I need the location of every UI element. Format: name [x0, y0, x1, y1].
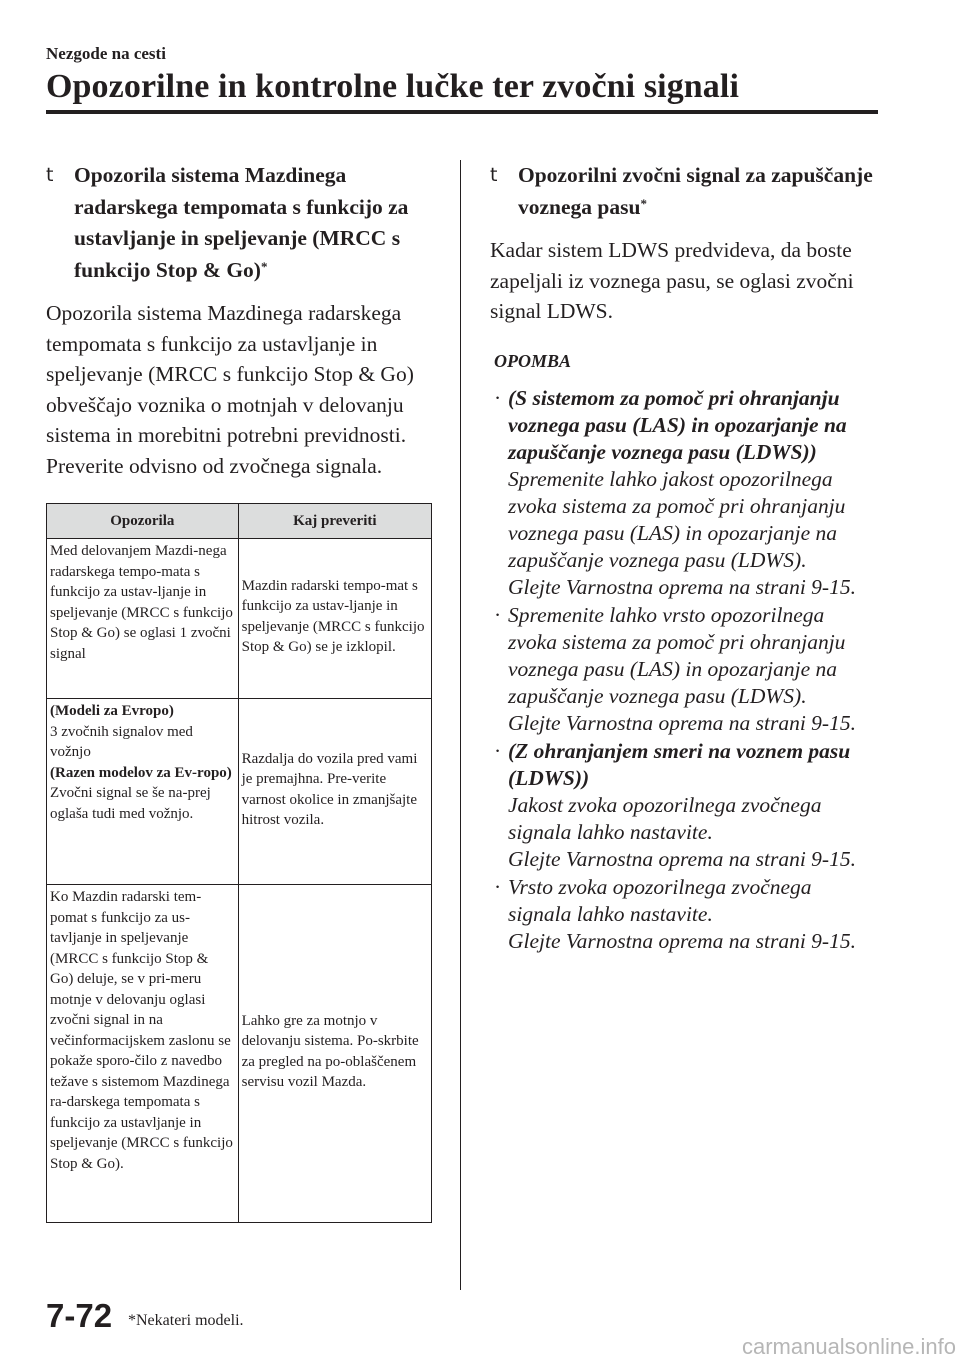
- page-number: 7-72: [46, 1297, 113, 1334]
- mrcc-heading-text: Opozorila sistema Mazdinega radarskega tempomata s funkcijo za ustavljanje in speljevanje (MRCC s funkcijo Stop & Go): [74, 163, 409, 282]
- asterisk-sup: *: [640, 195, 647, 211]
- non-europe-models-label: (Razen modelov za Ev-ropo): [50, 764, 232, 781]
- note-reference: Glejte Varnostna oprema na strani 9-15.: [508, 710, 856, 735]
- column-divider: [460, 160, 461, 1290]
- asterisk-sup: *: [260, 258, 268, 274]
- page-header: [46, 44, 878, 108]
- table-cell: Med delovanjem Mazdi-nega radarskega tempo-mata s funkcijo za ustav-ljanje in speljevanje (MRCC s funkcijo Stop & Go) se oglasi 1 zvočni signal: [47, 539, 239, 699]
- table-cell: [47, 699, 239, 885]
- europe-models-label: (Modeli za Evropo): [50, 703, 174, 719]
- note-label: OPOMBA: [494, 350, 572, 371]
- table-header-row: [47, 504, 432, 539]
- right-column: [490, 160, 876, 956]
- list-item: [490, 874, 876, 955]
- col-header-check: Kaj preveriti: [238, 504, 431, 539]
- table-cell: Ko Mazdin radarski tem-pomat s funkcijo za us-tavljanje in speljevanje (MRCC s funkcijo Stop & Go) deluje, se v pri-meru motnje v delovanju oglasi zvočni signal in na večinformacijskem zaslonu se pokaže sporo-čilo z navedbo težave s sistemom Mazdinega ra-darskega tempomata s funkcijo za ustavljanje in speljevanje (MRCC s funkcijo Stop & Go).: [47, 885, 239, 1223]
- note-list: [490, 385, 876, 955]
- bullet-icon: ·: [494, 602, 502, 627]
- section-marker-icon: t: [46, 164, 54, 186]
- list-item: [490, 602, 876, 737]
- col-header-warnings: Opozorila: [47, 504, 239, 539]
- bullet-icon: ·: [494, 874, 502, 899]
- note-text: Spremenite lahko vrsto opozorilnega zvoka sistema za pomoč pri ohranjanju voznega pasu (LAS) in opozarjanje na zapuščanje voznega pasu (LDWS).: [508, 602, 846, 708]
- footnote: *Nekateri modeli.: [128, 1312, 244, 1329]
- table-cell: Razdalja do vozila pred vami je premajhna. Pre-verite varnost okolice in zmanjšajte hitrost vozila.: [238, 699, 431, 885]
- note-condition: (Z ohranjanjem smeri na voznem pasu (LDWS)): [508, 738, 851, 790]
- bullet-icon: ·: [494, 738, 502, 763]
- non-europe-models-text: Zvočni signal se še na-prej oglaša tudi med vožnjo.: [50, 785, 211, 822]
- table-cell: Mazdin radarski tempo-mat s funkcijo za ustav-ljanje in speljevanje (MRCC s funkcijo Stop & Go) se je izklopil.: [238, 539, 431, 699]
- note-text: Vrsto zvoka opozorilnega zvočnega signala lahko nastavite.: [508, 874, 812, 926]
- bullet-icon: ·: [494, 385, 502, 410]
- table-cell: Lahko gre za motnjo v delovanju sistema. Po-skrbite za pregled na po-oblaščenem servisu vozil Mazda.: [238, 885, 431, 1223]
- ldws-intro-text: Kadar sistem LDWS predvideva, da boste zapeljali iz voznega pasu, se oglasi zvočni signal LDWS.: [490, 238, 854, 323]
- warnings-table: [46, 503, 432, 1223]
- watermark: carmanualsonline.info: [741, 1334, 956, 1359]
- note-reference: Glejte Varnostna oprema na strani 9-15.: [508, 574, 856, 599]
- mrcc-intro-text: Opozorila sistema Mazdinega radarskega tempomata s funkcijo za ustavljanje in speljevanje (MRCC s funkcijo Stop & Go) obveščajo voznika o motnjah v delovanju sistema in morebitni potrebni previdnosti. Preverite odvisno od zvočnega signala.: [46, 301, 414, 478]
- list-item: [490, 738, 876, 873]
- note-text: Spremenite lahko jakost opozorilnega zvoka sistema za pomoč pri ohranjanju voznega pasu (LAS) in opozarjanje na zapuščanje voznega pasu (LDWS).: [508, 466, 846, 572]
- table-row: [47, 885, 432, 1223]
- note-text: Jakost zvoka opozorilnega zvočnega signala lahko nastavite.: [508, 792, 822, 844]
- chapter-title: Opozorilne in kontrolne lučke ter zvočni signali: [46, 68, 740, 105]
- section-label: Nezgode na cesti: [46, 44, 166, 63]
- note-reference: Glejte Varnostna oprema na strani 9-15.: [508, 928, 856, 953]
- europe-models-text: 3 zvočnih signalov med vožnjo: [50, 723, 193, 760]
- note-reference: Glejte Varnostna oprema na strani 9-15.: [508, 846, 856, 871]
- table-row: [47, 539, 432, 699]
- note-condition: (S sistemom za pomoč pri ohranjanju voznega pasu (LAS) in opozarjanje na zapuščanje voznega pasu (LDWS)): [508, 385, 847, 464]
- ldws-heading: [490, 160, 876, 223]
- mrcc-warnings-heading: [46, 160, 432, 286]
- left-column: [46, 160, 432, 1223]
- list-item: [490, 385, 876, 601]
- header-rule: [46, 110, 878, 114]
- section-marker-icon: t: [490, 164, 498, 186]
- table-row: [47, 699, 432, 885]
- ldws-heading-text: Opozorilni zvočni signal za zapuščanje voznega pasu: [518, 163, 873, 219]
